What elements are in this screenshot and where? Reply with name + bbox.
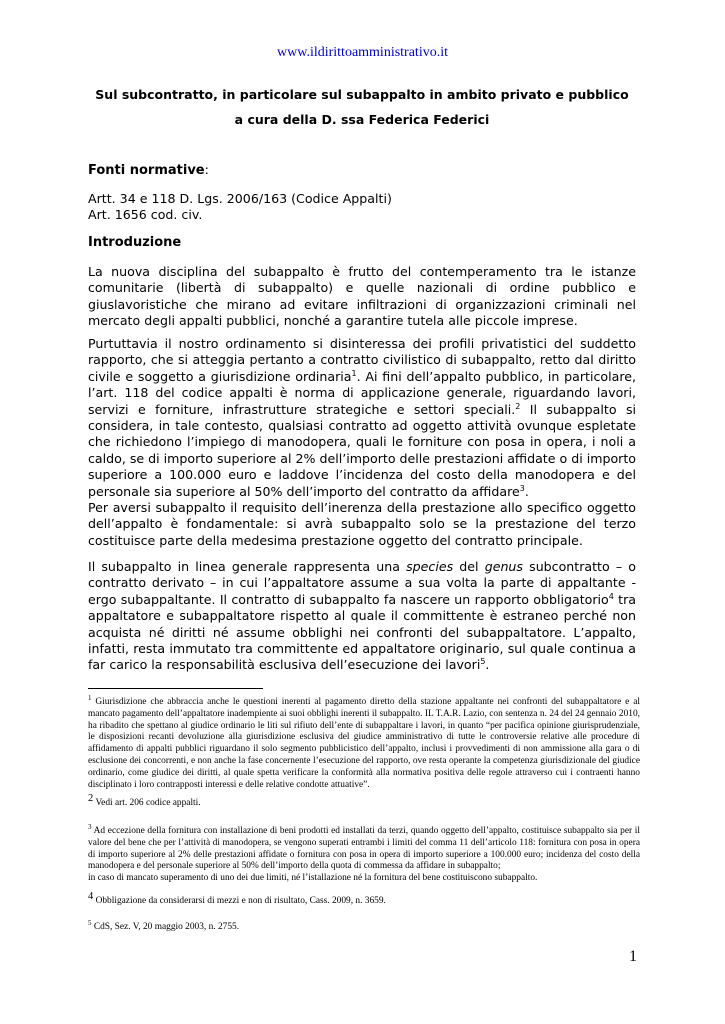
p4-text-b: del — [453, 559, 485, 574]
footnote-1 — [88, 693, 640, 791]
document-author: a cura della D. ssa Federica Federici — [234, 112, 490, 127]
footnote-5 — [88, 918, 640, 934]
footnote-number: 2 — [88, 792, 94, 804]
p4-text-a: Il subappalto in linea generale rappresenta una — [88, 559, 407, 574]
page-number: 1 — [629, 948, 637, 965]
footnote-4 — [88, 890, 640, 908]
paragraph-3: Per aversi subappalto il requisito dell’inerenza della prestazione allo specifico oggetto dell’appalto è fondamentale: si avrà subappalto solo se la prestazione del terzo costituisce parte della medesima prestazione oggetto del contratto principale. — [88, 500, 636, 548]
fonti-heading: Fonti normative — [88, 163, 205, 178]
footnote-ref-3[interactable]: 3 — [519, 483, 525, 493]
p4-species: species — [406, 559, 454, 574]
fonti-section — [88, 162, 636, 179]
fonti-item: Artt. 34 e 118 D. Lgs. 2006/163 (Codice Appalti) — [88, 191, 392, 206]
footnote-text-continued: in caso di mancato superamento di uno dei due limiti, né l’istallazione né la fornitura del bene costituiscono subappalto. — [88, 873, 538, 884]
footnote-text: Obbligazione da considerarsi di mezzi e non di risultato, Cass. 2009, n. 3659. — [95, 896, 386, 906]
intro-heading: Introduzione — [88, 235, 182, 250]
paragraph-1: La nuova disciplina del subappalto è frutto del contemperamento tra le istanze comunitarie (libertà di subappalto) e quelle nazionali di ordine pubblico e giuslavoristiche che mirano ad evitare infiltrazioni di organizzazioni criminali nel mercato degli appalti pubblici, nonché a garantire tutela alle piccole imprese. — [88, 264, 636, 329]
fonti-list — [88, 191, 636, 224]
paragraph-4 — [88, 559, 636, 674]
fonti-colon: : — [204, 162, 209, 177]
footnote-text: Giurisdizione che abbraccia anche le questioni inerenti al pagamento diretto della stazione appaltante nei confronti del subappaltatore e al mancato pagamento dell’appaltatore inadempiente ai suoi obblighi inerenti il subappalto. IL T.A.R. Lazio, con sentenza n. 24 del 24 gennaio 2010, ha ribadito che spettano al giudice ordinario le liti sul rifiuto dell’ente di subappaltare i lavori, in quanto “per pacifica opinione giurisprudenziale, le disposizioni recanti devoluzione alla giurisdizione esclusiva del giudice amministrativo di tutte le controversie relative alle procedure di affidamento di appalti pubblici riguardano il solo segmento pubblicistico dell’appalto, inclusi i provvedimenti di non ammissione alla gara o di esclusione dei concorrenti, e non anche la fase concernente l’esecuzione del rapporto, ove resta operante la competenza giurisdizionale del giudice ordinario, come giudice dei diritti, al quale spetta verificare la conformità alla normativa positiva delle regole attraverso cui i contraenti hanno disciplinato i loro contrapposti interessi e delle relative condotte attuative”. — [88, 697, 640, 790]
footnote-ref-2[interactable]: 2 — [515, 401, 521, 411]
footnote-3 — [88, 822, 641, 885]
document-title: Sul subcontratto, in particolare sul subappalto in ambito privato e pubblico — [95, 87, 629, 102]
paragraph-2 — [88, 336, 636, 500]
footnote-divider — [88, 688, 263, 689]
footnote-number: 5 — [88, 918, 92, 927]
footnote-text: Vedi art. 206 codice appalti. — [95, 798, 201, 808]
footnote-text: CdS, Sez. V, 20 maggio 2003, n. 2755. — [93, 922, 240, 932]
p2-text-d: . — [524, 483, 529, 499]
footnote-2 — [88, 792, 640, 810]
footnote-ref-1[interactable]: 1 — [351, 368, 357, 378]
site-link[interactable]: www.ildirittoamministrativo.it — [277, 45, 448, 60]
footnote-number: 3 — [88, 822, 92, 831]
fonti-item: Art. 1656 cod. civ. — [88, 207, 203, 223]
p2-text-b: . Ai fini dell’appalto pubblico, in particolare, l’art. 118 del codice appalti è norma di applicazione generale, riguardando lavori, servizi e forniture, infrastrutture strategiche e settori speciali. — [88, 368, 636, 417]
footnote-text: Ad eccezione della fornitura con installazione di beni prodotti ed installati da terzi, quando oggetto dell’appalto, costituisce subappalto sia per il valore del bene che per l’attività di manodopera, se vengono superati entrambi i limiti del comma 11 dell’articolo 118: fornitura con posa in opera di importo superiore al 2% delle prestazioni affidate o fornitura con posa in opera di importo superiore a 100.000 euro; incidenza del costo della manodopera e del personale superiore al 50% dell’importo della quota di commessa da affidare in subappalto; — [88, 826, 641, 872]
footnote-ref-4[interactable]: 4 — [608, 591, 614, 601]
footnote-ref-5[interactable]: 5 — [480, 657, 486, 667]
p4-text-d: tra appaltatore e subappaltatore rispetto al quale il committente è estraneo perché non acquista né diritti né assume obblighi nei confronti del subappaltatore. L’appalto, infatti, resta immutato tra committente ed appaltatore originario, sul quale continua a far carico la responsabilità esclusiva dell’esecuzione dei lavori — [88, 591, 636, 673]
p2-text-c: Il subappalto si considera, in tale contesto, qualsiasi contratto ad oggetto attività ovunque espletate che richiedono l’impiego di manodopera, quali le forniture con posa in opera, i noli a caldo, se di importo superiore al 2% dell’importo delle prestazioni affidate o di importo superiore a 100.000 euro e laddove l’incidenza del costo della manodopera e del personale sia superiore al 50% dell’importo del contratto da affidare — [88, 401, 636, 499]
p4-genus: genus — [484, 559, 523, 574]
p4-text-c: subcontratto – o contratto derivato – in cui l’appaltatore assume a sua volta la parte di appaltante - ergo subappaltante. Il contratto di subappalto fa nascere un rapporto obbligatorio — [88, 559, 637, 607]
p2-text-a: Purtuttavia il nostro ordinamento si disinteressa dei profili privatistici del suddetto rapporto, che si atteggia pertanto a contratto civilistico di subappalto, retto dal diritto civile e soggetto a giurisdizione ordinaria — [88, 336, 636, 384]
p4-text-e: . — [485, 657, 490, 673]
footnote-number: 4 — [88, 890, 94, 902]
footnote-number: 1 — [88, 693, 92, 702]
